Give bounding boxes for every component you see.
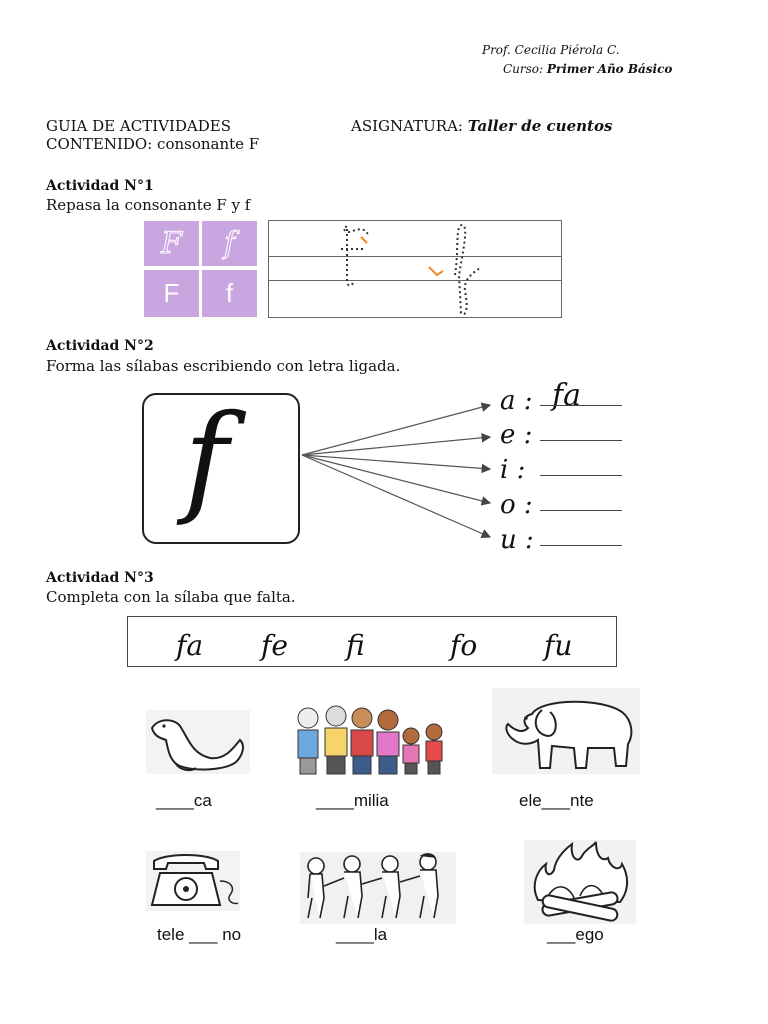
tile-cursive-uppercase-f: F [143,220,200,267]
activity1-instruction: Repasa la consonante F y f [46,196,251,214]
content-line: CONTENIDO: consonante F [46,135,260,153]
elephant-picture [492,688,640,774]
course-line [503,62,672,76]
vowel-row-u: u : [500,525,534,555]
teacher-name: Prof. Cecilia Piérola C. [482,43,620,57]
word-fuego: ___ego [547,925,604,944]
tracing-lines [268,220,562,318]
family-picture [292,700,448,778]
bonfire-picture [524,840,636,924]
vowel-row-o: o : [500,490,533,520]
big-cursive-f: f [184,390,229,529]
tile-print-lowercase-f: f [201,269,258,318]
activity2-instruction: Forma las sílabas escribiendo con letra ligada. [46,357,401,375]
word-fila: ____la [336,925,388,944]
syllable-fo: fo [450,629,478,662]
activity3-instruction: Completa con la sílaba que falta. [46,588,296,606]
answer-line-i [540,475,622,476]
syllable-fu: fu [544,629,573,662]
tile-cursive-lowercase-f: f [201,220,258,267]
word-familia: ____milia [316,791,389,810]
word-foca: ____ca [156,791,212,810]
activity3-title: Actividad N°3 [46,570,154,586]
guide-title: GUIA DE ACTIVIDADES [46,117,232,135]
syllable-box [127,616,617,667]
seal-picture [146,710,250,774]
subject-label: ASIGNATURA: [351,117,463,135]
arrow-lines [298,395,503,550]
dotted-f-tracing [269,221,561,317]
vowel-row-a: a : [500,386,533,416]
vowel-row-i: i : [500,455,526,485]
activity1-title: Actividad N°1 [46,178,154,194]
vowel-row-e: e : [500,420,533,450]
answer-line-e [540,440,622,441]
subject-value: Taller de cuentos [467,117,613,135]
syllable-fi: fi [346,629,365,662]
answer-line-a [540,405,622,406]
word-elefante: ele___nte [519,791,594,810]
word-telefono: tele ___ no [157,925,242,944]
activity2-title: Actividad N°2 [46,338,154,354]
course-label: Curso: [503,62,544,76]
example-fa: fa [552,378,581,413]
telephone-picture [146,851,240,911]
children-line-picture [300,852,456,924]
course-value: Primer Año Básico [546,62,673,76]
answer-line-u [540,545,622,546]
tile-print-uppercase-f: F [143,269,200,318]
subject-line [351,117,612,135]
letter-f-box [142,390,300,544]
syllable-fa: fa [176,629,204,662]
syllable-fe: fe [261,629,288,662]
answer-line-o [540,510,622,511]
